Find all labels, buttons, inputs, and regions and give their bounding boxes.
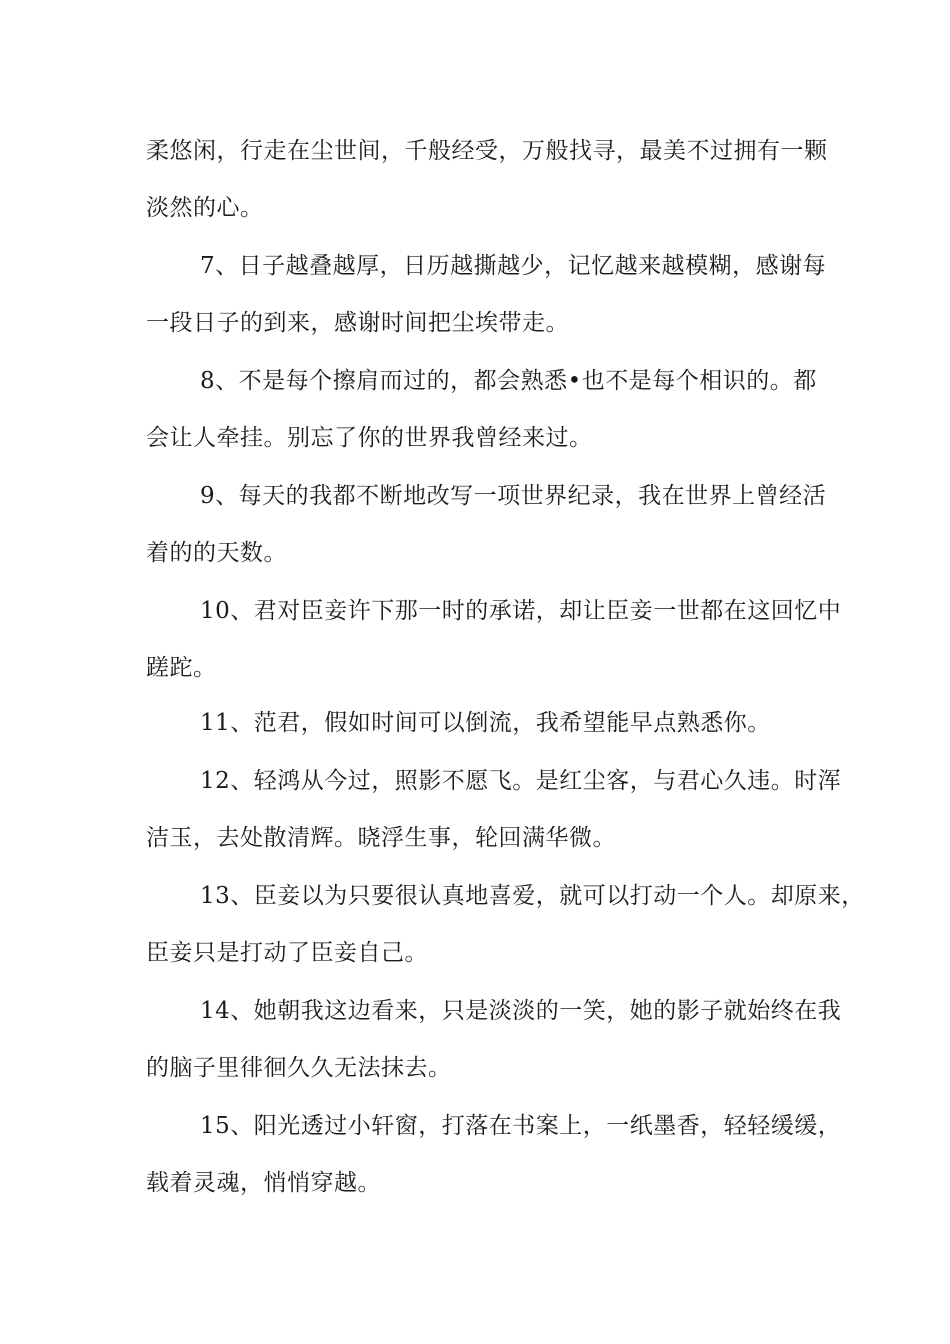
text-line: 臣妾只是打动了臣妾自己。 (146, 940, 428, 966)
text-line: 7、日子越叠越厚，日历越撕越少，记忆越来越模糊，感谢每 (200, 253, 827, 279)
text-line: 载着灵魂，悄悄穿越。 (146, 1170, 381, 1196)
text-line: 11、范君，假如时间可以倒流，我希望能早点熟悉你。 (200, 710, 771, 736)
text-line: 13、臣妾以为只要很认真地喜爱，就可以打动一个人。却原来， (200, 883, 865, 909)
text-line: 柔悠闲，行走在尘世间，千般经受，万般找寻，最美不过拥有一颗 (146, 138, 828, 164)
text-line: 8、不是每个擦肩而过的，都会熟悉•也不是每个相识的。都 (200, 368, 817, 394)
text-line: 14、她朝我这边看来，只是淡淡的一笑，她的影子就始终在我 (200, 998, 842, 1024)
text-line: 洁玉，去处散清辉。晓浮生事，轮回满华微。 (146, 825, 616, 851)
text-line: 一段日子的到来，感谢时间把尘埃带走。 (146, 310, 569, 336)
text-line: 蹉跎。 (146, 655, 217, 681)
text-line: 9、每天的我都不断地改写一项世界纪录，我在世界上曾经活 (200, 483, 827, 509)
text-line: 10、君对臣妾许下那一时的承诺，却让臣妾一世都在这回忆中 (200, 598, 842, 624)
text-line: 12、轻鸿从今过，照影不愿飞。是红尘客，与君心久违。时浑 (200, 768, 842, 794)
text-line: 着的的天数。 (146, 540, 287, 566)
text-line: 会让人牵挂。别忘了你的世界我曾经来过。 (146, 425, 593, 451)
text-line: 淡然的心。 (146, 195, 264, 221)
text-line: 15、阳光透过小轩窗，打落在书案上，一纸墨香，轻轻缓缓， (200, 1113, 842, 1139)
text-line: 的脑子里徘徊久久无法抹去。 (146, 1055, 452, 1081)
